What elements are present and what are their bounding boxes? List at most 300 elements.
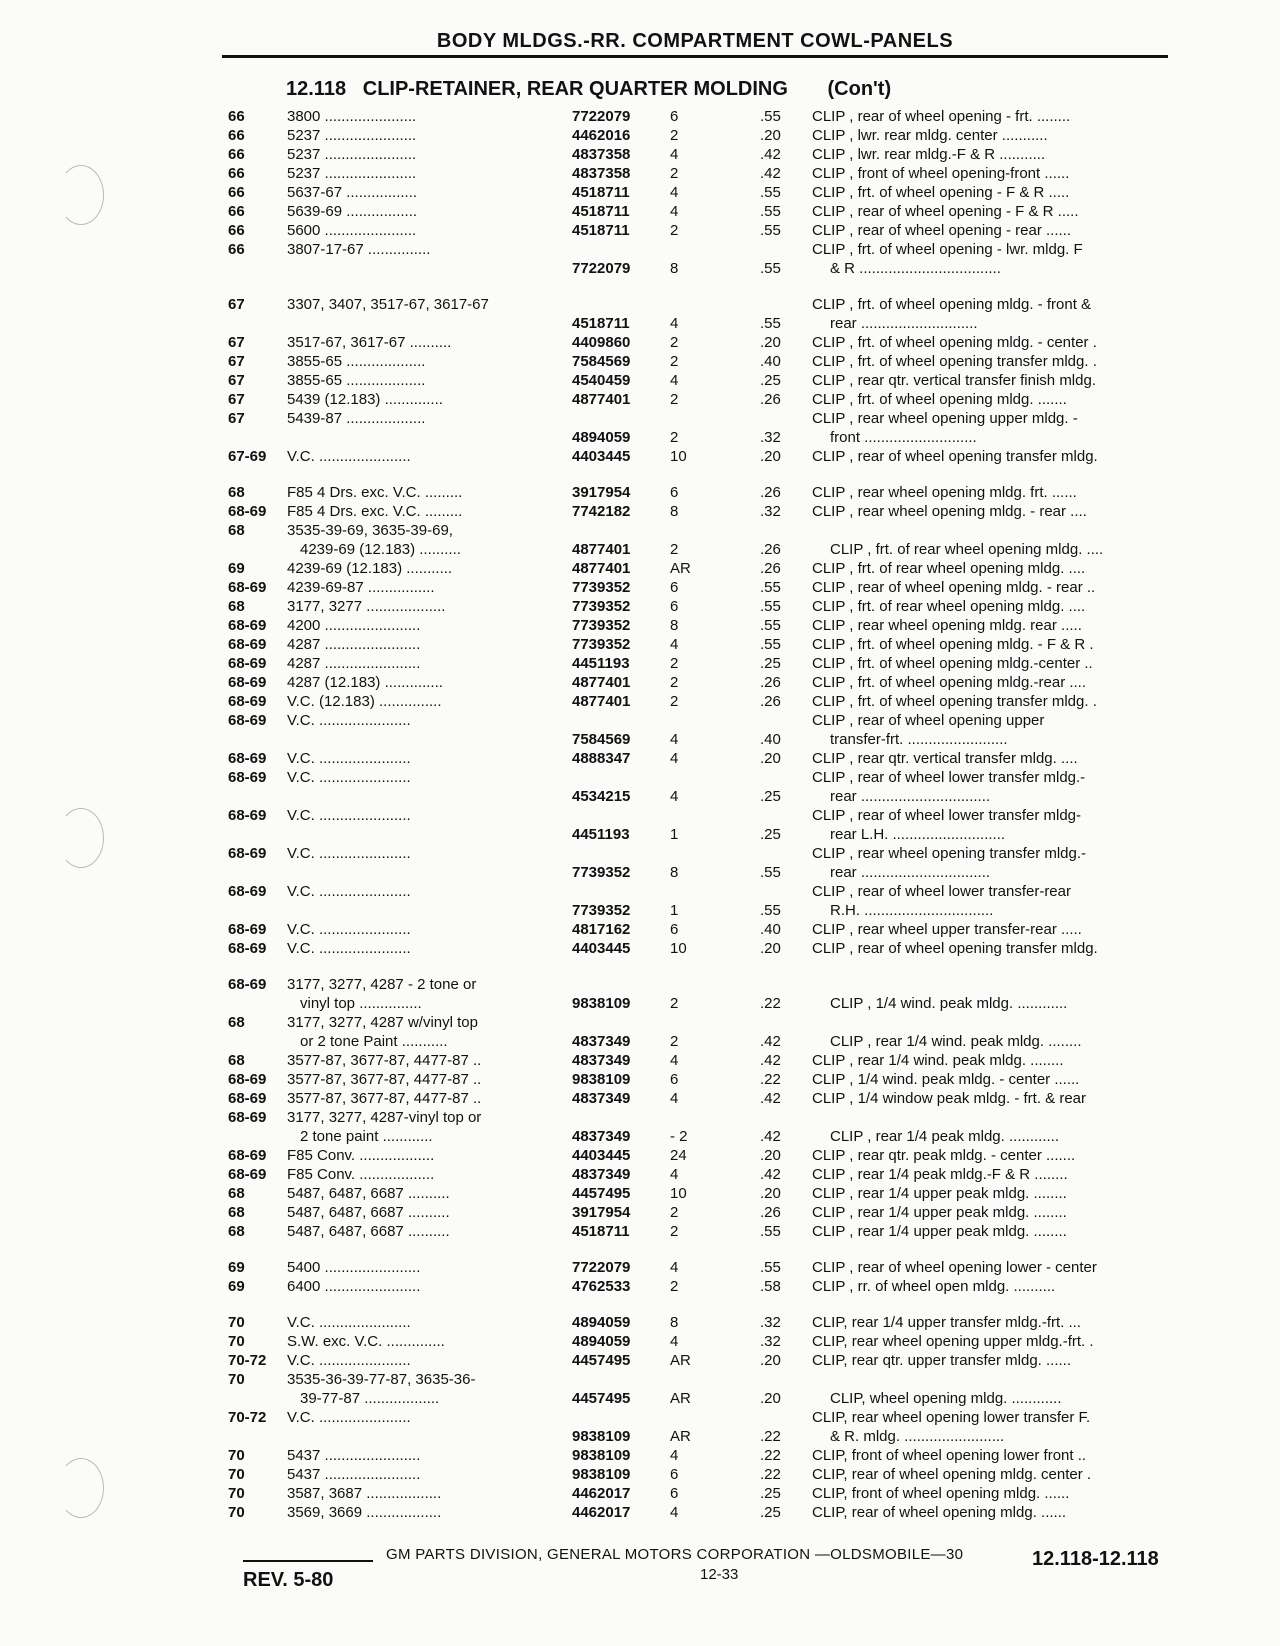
model-cell: V.C. ...................... (287, 448, 411, 465)
part-number-cell: 4837358 (572, 165, 631, 182)
description-cell: CLIP , frt. of wheel opening transfer mldg. . (812, 693, 1097, 710)
table-row (0, 559, 1280, 578)
quantity-cell: 2 (670, 429, 679, 446)
quantity-cell: 6 (670, 579, 679, 596)
model-year-cell: 70 (228, 1485, 245, 1502)
model-cell: V.C. ...................... (287, 1409, 411, 1426)
price-cell: .42 (760, 1052, 781, 1069)
price-cell: .40 (760, 921, 781, 938)
model-year-cell: 70-72 (228, 1352, 267, 1369)
model-year-cell: 70 (228, 1333, 245, 1350)
part-number-cell: 4877401 (572, 693, 631, 710)
model-cell: F85 4 Drs. exc. V.C. ......... (287, 484, 463, 501)
section-name: CLIP-RETAINER, REAR QUARTER MOLDING (362, 78, 788, 100)
part-number-cell: 4837349 (572, 1166, 631, 1183)
table-row (0, 1108, 1280, 1146)
model-cell: 4239-69-87 ................ (287, 579, 435, 596)
part-number-cell: 4462017 (572, 1504, 631, 1521)
price-cell: .26 (760, 674, 781, 691)
model-cell: V.C. ...................... (287, 1314, 411, 1331)
table-row (0, 333, 1280, 352)
part-number-cell: 4403445 (572, 940, 631, 957)
price-cell: .55 (760, 598, 781, 615)
price-cell: .26 (760, 391, 781, 408)
quantity-cell: 4 (670, 1333, 679, 1350)
model-cell: 4200 ....................... (287, 617, 421, 634)
table-row (0, 635, 1280, 654)
price-cell: .55 (760, 636, 781, 653)
table-row (0, 1146, 1280, 1165)
price-cell: .26 (760, 1204, 781, 1221)
quantity-cell: 2 (670, 165, 679, 182)
model-cell: 4239-69 (12.183) ........... (287, 560, 453, 577)
description-cell: CLIP , rear qtr. vertical transfer finish mldg. (812, 372, 1096, 389)
quantity-cell: 2 (670, 353, 679, 370)
model-cell: 3177, 3277, 4287-vinyl top or (287, 1109, 482, 1126)
price-cell: .22 (760, 1466, 781, 1483)
quantity-cell: AR (670, 560, 691, 577)
price-cell: .55 (760, 1259, 781, 1276)
price-cell: .32 (760, 429, 781, 446)
revision-label: REV. 5-80 (243, 1569, 334, 1591)
quantity-cell: 2 (670, 1204, 679, 1221)
part-number-cell: 4837349 (572, 1052, 631, 1069)
description-cell: CLIP , rear 1/4 peak mldg.-F & R ........ (812, 1166, 1068, 1183)
table-row (0, 145, 1280, 164)
description-cell: CLIP , rear 1/4 upper peak mldg. ........ (812, 1204, 1067, 1221)
table-row (0, 920, 1280, 939)
price-cell: .20 (760, 1390, 781, 1407)
description-cell: CLIP, rear wheel opening upper mldg.-frt. . (812, 1333, 1094, 1350)
model-year-cell: 66 (228, 184, 245, 201)
part-number-cell: 7739352 (572, 902, 631, 919)
quantity-cell: AR (670, 1390, 691, 1407)
part-number-cell: 4877401 (572, 674, 631, 691)
model-cell: V.C. (12.183) ............... (287, 693, 442, 710)
description-cell: CLIP , rear qtr. vertical transfer mldg. .... (812, 750, 1078, 767)
description-cell: CLIP , frt. of rear wheel opening mldg. .... (812, 598, 1086, 615)
price-cell: .42 (760, 1033, 781, 1050)
model-year-cell: 66 (228, 203, 245, 220)
footer-section-range: 12.118-12.118 (1032, 1548, 1159, 1570)
parts-table (0, 107, 1280, 1522)
model-cell: S.W. exc. V.C. .............. (287, 1333, 445, 1350)
table-row (0, 371, 1280, 390)
description-cell: CLIP , rear 1/4 upper peak mldg. ........ (812, 1223, 1067, 1240)
description-cell: CLIP , frt. of wheel opening mldg. - front & (812, 296, 1092, 313)
model-year-cell: 68-69 (228, 1090, 267, 1107)
model-year-cell: 68 (228, 522, 245, 539)
table-row (0, 1165, 1280, 1184)
part-number-cell: 4817162 (572, 921, 631, 938)
model-year-cell: 68-69 (228, 636, 267, 653)
model-year-cell: 66 (228, 108, 245, 125)
part-number-cell: 7739352 (572, 636, 631, 653)
quantity-cell: 2 (670, 127, 679, 144)
price-cell: .42 (760, 1166, 781, 1183)
model-year-cell: 68-69 (228, 1109, 267, 1126)
table-row (0, 578, 1280, 597)
model-cell: 5237 ...................... (287, 127, 417, 144)
part-number-cell: 4518711 (572, 222, 630, 239)
part-number-cell: 4540459 (572, 372, 631, 389)
page-number: 12-33 (700, 1566, 739, 1583)
price-cell: .32 (760, 503, 781, 520)
model-year-cell: 70-72 (228, 1409, 267, 1426)
description-cell: CLIP , frt. of wheel opening mldg.-rear .... (812, 674, 1087, 691)
quantity-cell: 4 (670, 1090, 679, 1107)
description-cell: CLIP , rear wheel opening mldg. rear ..... (812, 617, 1082, 634)
price-cell: .20 (760, 750, 781, 767)
section-heading (286, 78, 891, 101)
part-number-cell: 4518711 (572, 1223, 630, 1240)
table-row (0, 1484, 1280, 1503)
model-cell: V.C. ...................... (287, 750, 411, 767)
table-row (0, 483, 1280, 502)
part-number-cell: 4877401 (572, 541, 631, 558)
price-cell: .26 (760, 693, 781, 710)
description-cont-cell: CLIP , rear 1/4 peak mldg. ............ (830, 1128, 1059, 1145)
part-number-cell: 7742182 (572, 503, 631, 520)
table-row (0, 1408, 1280, 1446)
description-cont-cell: rear ............................ (830, 315, 978, 332)
table-row (0, 409, 1280, 447)
part-number-cell: 4409860 (572, 334, 631, 351)
model-cell: V.C. ...................... (287, 769, 411, 786)
part-number-cell: 4518711 (572, 315, 630, 332)
model-cell: 4287 ....................... (287, 655, 421, 672)
model-cell: 3177, 3277, 4287 - 2 tone or (287, 976, 477, 993)
model-cell: 3535-36-39-77-87, 3635-36- (287, 1371, 476, 1388)
model-cell: F85 4 Drs. exc. V.C. ......... (287, 503, 463, 520)
model-cell: V.C. ...................... (287, 883, 411, 900)
description-cont-cell: CLIP , frt. of rear wheel opening mldg. .... (830, 541, 1104, 558)
model-cell: 3307, 3407, 3517-67, 3617-67 (287, 296, 489, 313)
table-row (0, 1184, 1280, 1203)
price-cell: .40 (760, 731, 781, 748)
quantity-cell: 6 (670, 1466, 679, 1483)
table-row (0, 1446, 1280, 1465)
quantity-cell: 4 (670, 1052, 679, 1069)
description-cell: CLIP , rear qtr. peak mldg. - center ....... (812, 1147, 1076, 1164)
part-number-cell: 9838109 (572, 1428, 631, 1445)
table-row (0, 126, 1280, 145)
model-cont-cell: 39-77-87 .................. (300, 1390, 440, 1407)
model-cell: 5437 ....................... (287, 1447, 421, 1464)
model-cell: 5237 ...................... (287, 146, 417, 163)
price-cell: .26 (760, 541, 781, 558)
table-row (0, 692, 1280, 711)
description-cell: CLIP , front of wheel opening-front ...... (812, 165, 1070, 182)
description-cell: CLIP , rear of wheel opening transfer mldg. (812, 940, 1098, 957)
table-row (0, 240, 1280, 278)
model-cell: F85 Conv. .................. (287, 1166, 435, 1183)
quantity-cell: 4 (670, 1166, 679, 1183)
description-cell: CLIP , 1/4 wind. peak mldg. - center ...... (812, 1071, 1080, 1088)
model-year-cell: 67 (228, 353, 245, 370)
part-number-cell: 4534215 (572, 788, 631, 805)
description-cont-cell: front ........................... (830, 429, 977, 446)
table-row (0, 447, 1280, 466)
part-number-cell: 7722079 (572, 260, 631, 277)
model-cont-cell: vinyl top ............... (300, 995, 422, 1012)
description-cell: CLIP , rear of wheel lower transfer mldg- (812, 807, 1081, 824)
quantity-cell: 2 (670, 674, 679, 691)
model-cell: V.C. ...................... (287, 712, 411, 729)
price-cell: .25 (760, 826, 781, 843)
description-cell: CLIP , rear wheel opening mldg. - rear .... (812, 503, 1087, 520)
model-year-cell: 68 (228, 1014, 245, 1031)
model-year-cell: 69 (228, 1259, 245, 1276)
description-cont-cell: transfer-frt. ........................ (830, 731, 1008, 748)
description-cell: CLIP , rear of wheel opening - frt. ........ (812, 108, 1071, 125)
model-year-cell: 68 (228, 484, 245, 501)
price-cell: .25 (760, 1485, 781, 1502)
section-continued: (Con't) (827, 78, 892, 100)
model-cell: 3807-17-67 ............... (287, 241, 431, 258)
price-cell: .25 (760, 1504, 781, 1521)
model-year-cell: 68-69 (228, 1071, 267, 1088)
model-year-cell: 66 (228, 146, 245, 163)
description-cell: CLIP , rear 1/4 upper peak mldg. ........ (812, 1185, 1067, 1202)
table-row (0, 1313, 1280, 1332)
model-year-cell: 67 (228, 410, 245, 427)
description-cell: CLIP , frt. of wheel opening - F & R ..... (812, 184, 1070, 201)
model-cell: 3577-87, 3677-87, 4477-87 .. (287, 1090, 482, 1107)
price-cell: .55 (760, 315, 781, 332)
price-cell: .20 (760, 1147, 781, 1164)
quantity-cell: AR (670, 1352, 691, 1369)
quantity-cell: 1 (670, 902, 679, 919)
model-year-cell: 66 (228, 165, 245, 182)
page-title: BODY MLDGS.-RR. COMPARTMENT COWL-PANELS (222, 30, 1168, 58)
price-cell: .20 (760, 334, 781, 351)
quantity-cell: 8 (670, 1314, 679, 1331)
description-cell: CLIP , rear of wheel lower transfer mldg.- (812, 769, 1086, 786)
model-year-cell: 70 (228, 1504, 245, 1521)
part-number-cell: 4403445 (572, 448, 631, 465)
description-cell: CLIP , rear wheel upper transfer-rear ..... (812, 921, 1082, 938)
model-year-cell: 67 (228, 372, 245, 389)
quantity-cell: 2 (670, 334, 679, 351)
description-cell: CLIP , frt. of wheel opening - lwr. mldg. F (812, 241, 1083, 258)
footer-rule (243, 1560, 373, 1562)
model-cell: 5487, 6487, 6687 .......... (287, 1223, 450, 1240)
table-row (0, 882, 1280, 920)
model-year-cell: 68-69 (228, 617, 267, 634)
model-year-cell: 70 (228, 1314, 245, 1331)
part-number-cell: 3917954 (572, 484, 631, 501)
model-year-cell: 68-69 (228, 883, 267, 900)
part-number-cell: 4837349 (572, 1128, 631, 1145)
price-cell: .22 (760, 1428, 781, 1445)
price-cell: .55 (760, 864, 781, 881)
model-cont-cell: 2 tone paint ............ (300, 1128, 433, 1145)
quantity-cell: 2 (670, 1033, 679, 1050)
model-year-cell: 68-69 (228, 940, 267, 957)
description-cell: CLIP, rear of wheel opening mldg. ...... (812, 1504, 1067, 1521)
part-number-cell: 7739352 (572, 598, 631, 615)
price-cell: .25 (760, 788, 781, 805)
table-row (0, 673, 1280, 692)
quantity-cell: 2 (670, 655, 679, 672)
price-cell: .55 (760, 617, 781, 634)
price-cell: .20 (760, 940, 781, 957)
quantity-cell: 4 (670, 1504, 679, 1521)
price-cell: .32 (760, 1333, 781, 1350)
description-cell: CLIP, rear 1/4 upper transfer mldg.-frt. ... (812, 1314, 1082, 1331)
description-cell: CLIP , rear 1/4 wind. peak mldg. ........ (812, 1052, 1064, 1069)
description-cell: CLIP , rear wheel opening transfer mldg.- (812, 845, 1087, 862)
model-cell: V.C. ...................... (287, 940, 411, 957)
model-year-cell: 67 (228, 296, 245, 313)
quantity-cell: 4 (670, 315, 679, 332)
quantity-cell: 4 (670, 731, 679, 748)
price-cell: .40 (760, 353, 781, 370)
table-row (0, 1203, 1280, 1222)
model-cell: 3577-87, 3677-87, 4477-87 .. (287, 1052, 482, 1069)
table-row (0, 1222, 1280, 1241)
quantity-cell: 4 (670, 788, 679, 805)
part-number-cell: 7584569 (572, 731, 631, 748)
model-cell: 6400 ....................... (287, 1278, 421, 1295)
table-row (0, 975, 1280, 1013)
table-row (0, 295, 1280, 333)
description-cell: CLIP , frt. of wheel opening mldg. - center . (812, 334, 1097, 351)
quantity-cell: 2 (670, 222, 679, 239)
price-cell: .20 (760, 1185, 781, 1202)
description-cell: CLIP , rear of wheel opening transfer mldg. (812, 448, 1098, 465)
description-cont-cell: rear L.H. ........................... (830, 826, 1006, 843)
description-cont-cell: CLIP, wheel opening mldg. ............ (830, 1390, 1062, 1407)
model-cell: V.C. ...................... (287, 807, 411, 824)
price-cell: .55 (760, 902, 781, 919)
table-row (0, 221, 1280, 240)
model-year-cell: 69 (228, 1278, 245, 1295)
description-cell: CLIP , frt. of wheel opening mldg. ....... (812, 391, 1067, 408)
model-cell: 5400 ....................... (287, 1259, 421, 1276)
description-cell: CLIP , rear wheel opening mldg. frt. ...... (812, 484, 1077, 501)
description-cont-cell: CLIP , 1/4 wind. peak mldg. ............ (830, 995, 1068, 1012)
part-number-cell: 4894059 (572, 1314, 631, 1331)
part-number-cell: 4518711 (572, 184, 630, 201)
table-row (0, 352, 1280, 371)
description-cell: CLIP, front of wheel opening lower front .. (812, 1447, 1087, 1464)
quantity-cell: AR (670, 1428, 691, 1445)
part-number-cell: 9838109 (572, 1466, 631, 1483)
quantity-cell: 6 (670, 598, 679, 615)
quantity-cell: 4 (670, 184, 679, 201)
table-row (0, 749, 1280, 768)
table-row (0, 390, 1280, 409)
quantity-cell: - 2 (670, 1128, 688, 1145)
description-cont-cell: R.H. ............................... (830, 902, 994, 919)
model-cell: V.C. ...................... (287, 1352, 411, 1369)
table-row (0, 1051, 1280, 1070)
quantity-cell: 24 (670, 1147, 687, 1164)
part-number-cell: 7739352 (572, 579, 631, 596)
table-row (0, 1465, 1280, 1484)
model-year-cell: 68-69 (228, 976, 267, 993)
quantity-cell: 4 (670, 146, 679, 163)
quantity-cell: 4 (670, 1447, 679, 1464)
part-number-cell: 7722079 (572, 108, 631, 125)
model-cell: 5439-87 ................... (287, 410, 426, 427)
model-year-cell: 68-69 (228, 655, 267, 672)
model-year-cell: 68-69 (228, 693, 267, 710)
part-number-cell: 7739352 (572, 617, 631, 634)
quantity-cell: 2 (670, 541, 679, 558)
price-cell: .25 (760, 655, 781, 672)
model-cell: 5437 ....................... (287, 1466, 421, 1483)
model-year-cell: 68-69 (228, 712, 267, 729)
model-year-cell: 68-69 (228, 750, 267, 767)
part-number-cell: 4451193 (572, 826, 630, 843)
model-cell: 3517-67, 3617-67 .......... (287, 334, 452, 351)
part-number-cell: 4894059 (572, 1333, 631, 1350)
table-row (0, 1089, 1280, 1108)
price-cell: .55 (760, 203, 781, 220)
model-cell: 3577-87, 3677-87, 4477-87 .. (287, 1071, 482, 1088)
table-row (0, 939, 1280, 958)
description-cont-cell: CLIP , rear 1/4 wind. peak mldg. ........ (830, 1033, 1082, 1050)
quantity-cell: 4 (670, 1259, 679, 1276)
model-year-cell: 67-69 (228, 448, 267, 465)
model-cell: V.C. ...................... (287, 921, 411, 938)
part-number-cell: 4888347 (572, 750, 631, 767)
model-cell: 5639-69 ................. (287, 203, 418, 220)
quantity-cell: 8 (670, 617, 679, 634)
table-row (0, 1332, 1280, 1351)
price-cell: .42 (760, 165, 781, 182)
model-cell: 5600 ...................... (287, 222, 417, 239)
price-cell: .55 (760, 108, 781, 125)
price-cell: .20 (760, 1352, 781, 1369)
table-row (0, 202, 1280, 221)
price-cell: .42 (760, 146, 781, 163)
price-cell: .55 (760, 579, 781, 596)
part-number-cell: 7739352 (572, 864, 631, 881)
table-row (0, 806, 1280, 844)
quantity-cell: 6 (670, 1485, 679, 1502)
part-number-cell: 4837349 (572, 1090, 631, 1107)
table-row (0, 654, 1280, 673)
part-number-cell: 4451193 (572, 655, 630, 672)
price-cell: .25 (760, 372, 781, 389)
price-cell: .20 (760, 127, 781, 144)
price-cell: .42 (760, 1128, 781, 1145)
model-cell: 3177, 3277 ................... (287, 598, 446, 615)
quantity-cell: 8 (670, 260, 679, 277)
table-row (0, 768, 1280, 806)
footer-publisher: GM PARTS DIVISION, GENERAL MOTORS CORPORATION —OLDSMOBILE—30 (386, 1546, 964, 1563)
quantity-cell: 6 (670, 108, 679, 125)
model-cell: 3855-65 ................... (287, 353, 426, 370)
part-number-cell: 4894059 (572, 429, 631, 446)
part-number-cell: 4462017 (572, 1485, 631, 1502)
part-number-cell: 9838109 (572, 995, 631, 1012)
description-cell: CLIP , frt. of rear wheel opening mldg. .... (812, 560, 1086, 577)
model-year-cell: 69 (228, 560, 245, 577)
model-cont-cell: 4239-69 (12.183) .......... (300, 541, 461, 558)
price-cell: .58 (760, 1278, 781, 1295)
price-cell: .26 (760, 484, 781, 501)
model-year-cell: 70 (228, 1371, 245, 1388)
part-number-cell: 4762533 (572, 1278, 631, 1295)
part-number-cell: 4457495 (572, 1352, 631, 1369)
price-cell: .32 (760, 1314, 781, 1331)
model-cell: 3800 ...................... (287, 108, 417, 125)
